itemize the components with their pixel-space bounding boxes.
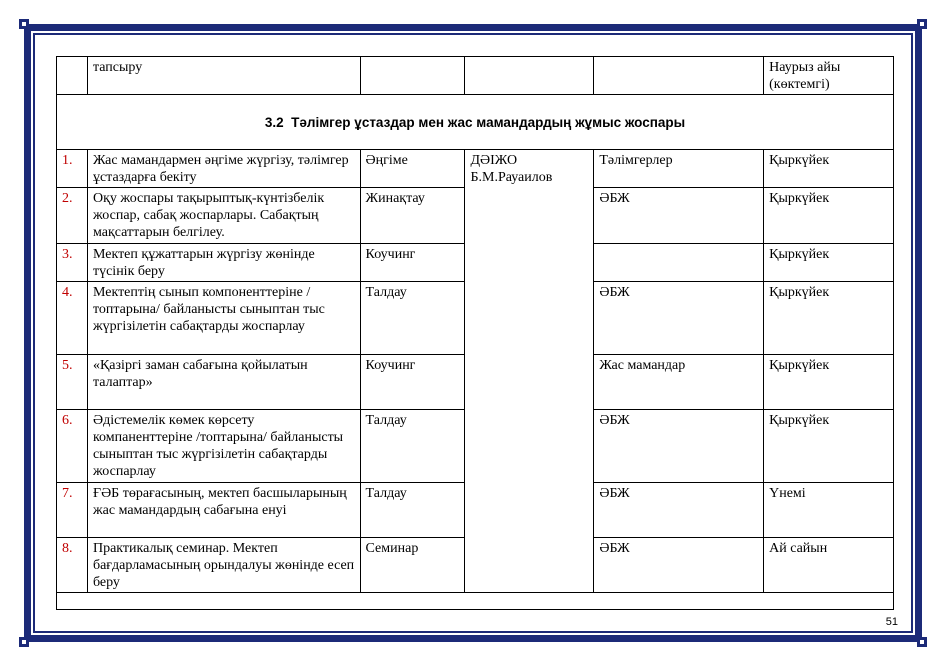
table-row [57, 57, 894, 95]
section-heading-row [57, 95, 894, 150]
task-cell: «Қазіргі заман сабағына қойылатын талаптар» [87, 355, 360, 410]
row-number: 5. [57, 355, 88, 410]
section-number: 3.2 [264, 115, 284, 130]
deadline-cell: Ай сайын [764, 538, 894, 593]
row-number: 8. [57, 538, 88, 593]
participants-cell: ӘБЖ [594, 282, 764, 355]
section-title: Тәлімгер ұстаздар мен жас мамандардың жұмыс жоспары [291, 115, 686, 130]
row-number: 3. [57, 244, 88, 282]
task-cell: Оқу жоспары тақырыптық-күнтізбелік жоспар, сабақ жоспарлары. Сабақтың мақсаттарын белгілеу. [87, 188, 360, 244]
row-number: 2. [57, 188, 88, 244]
row-number: 6. [57, 410, 88, 483]
form-cell: Семинар [360, 538, 465, 593]
participants-cell: Тәлімгерлер [594, 150, 764, 188]
task-cell: Мектеп құжаттарын жүргізу жөнінде түсінік беру [87, 244, 360, 282]
border-corner-ornament [19, 637, 29, 647]
work-plan-table [56, 56, 894, 610]
table-row [57, 150, 894, 188]
participants-cell: ӘБЖ [594, 538, 764, 593]
task-cell: Жас мамандармен әңгіме жүргізу, тәлімгер ұстаздарға бекіту [87, 150, 360, 188]
num-cell [57, 57, 88, 95]
participants-cell: ӘБЖ [594, 188, 764, 244]
form-cell: Талдау [360, 282, 465, 355]
border-corner-ornament [19, 19, 29, 29]
responsible-cell [465, 57, 594, 95]
participants-cell: Жас мамандар [594, 355, 764, 410]
participants-cell: ӘБЖ [594, 410, 764, 483]
form-cell: Талдау [360, 410, 465, 483]
row-number: 4. [57, 282, 88, 355]
responsible-cell: ДӘІЖО Б.М.Рауаилов [465, 150, 594, 593]
form-cell [360, 57, 465, 95]
border-corner-ornament [917, 637, 927, 647]
participants-cell [594, 244, 764, 282]
page-number: 51 [885, 616, 898, 628]
deadline-cell: Қыркүйек [764, 244, 894, 282]
form-cell: Коучинг [360, 355, 465, 410]
empty-footer-row [57, 593, 894, 610]
deadline-cell: Қыркүйек [764, 410, 894, 483]
deadline-cell: Қыркүйек [764, 355, 894, 410]
border-corner-ornament [917, 19, 927, 29]
participants-cell: ӘБЖ [594, 483, 764, 538]
form-cell: Коучинг [360, 244, 465, 282]
deadline-cell: Қыркүйек [764, 282, 894, 355]
row-number: 7. [57, 483, 88, 538]
deadline-cell: Қыркүйек [764, 188, 894, 244]
deadline-cell: Үнемі [764, 483, 894, 538]
empty-cell [57, 593, 894, 610]
task-cell: ҒӘБ төрағасының, мектеп басшыларының жас мамандардың сабағына енуі [87, 483, 360, 538]
section-heading [57, 95, 894, 150]
task-cell: Әдістемелік көмек көрсету компаненттеріне /топтарына/ байланысты сыныптан тыс жүргізілетін сабақтарды жоспарлау [87, 410, 360, 483]
task-cell: Мектептің сынып компоненттеріне /топтарына/ байланысты сыныптан тыс жүргізілетін сабақтарды жоспарлау [87, 282, 360, 355]
task-cell: тапсыру [87, 57, 360, 95]
participants-cell [594, 57, 764, 95]
form-cell: Талдау [360, 483, 465, 538]
deadline-cell: Наурыз айы (көктемгі) [764, 57, 894, 95]
deadline-cell: Қыркүйек [764, 150, 894, 188]
form-cell: Жинақтау [360, 188, 465, 244]
form-cell: Әңгіме [360, 150, 465, 188]
task-cell: Практикалық семинар. Мектеп бағдарламасының орындалуы жөнінде есеп беру [87, 538, 360, 593]
row-number: 1. [57, 150, 88, 188]
